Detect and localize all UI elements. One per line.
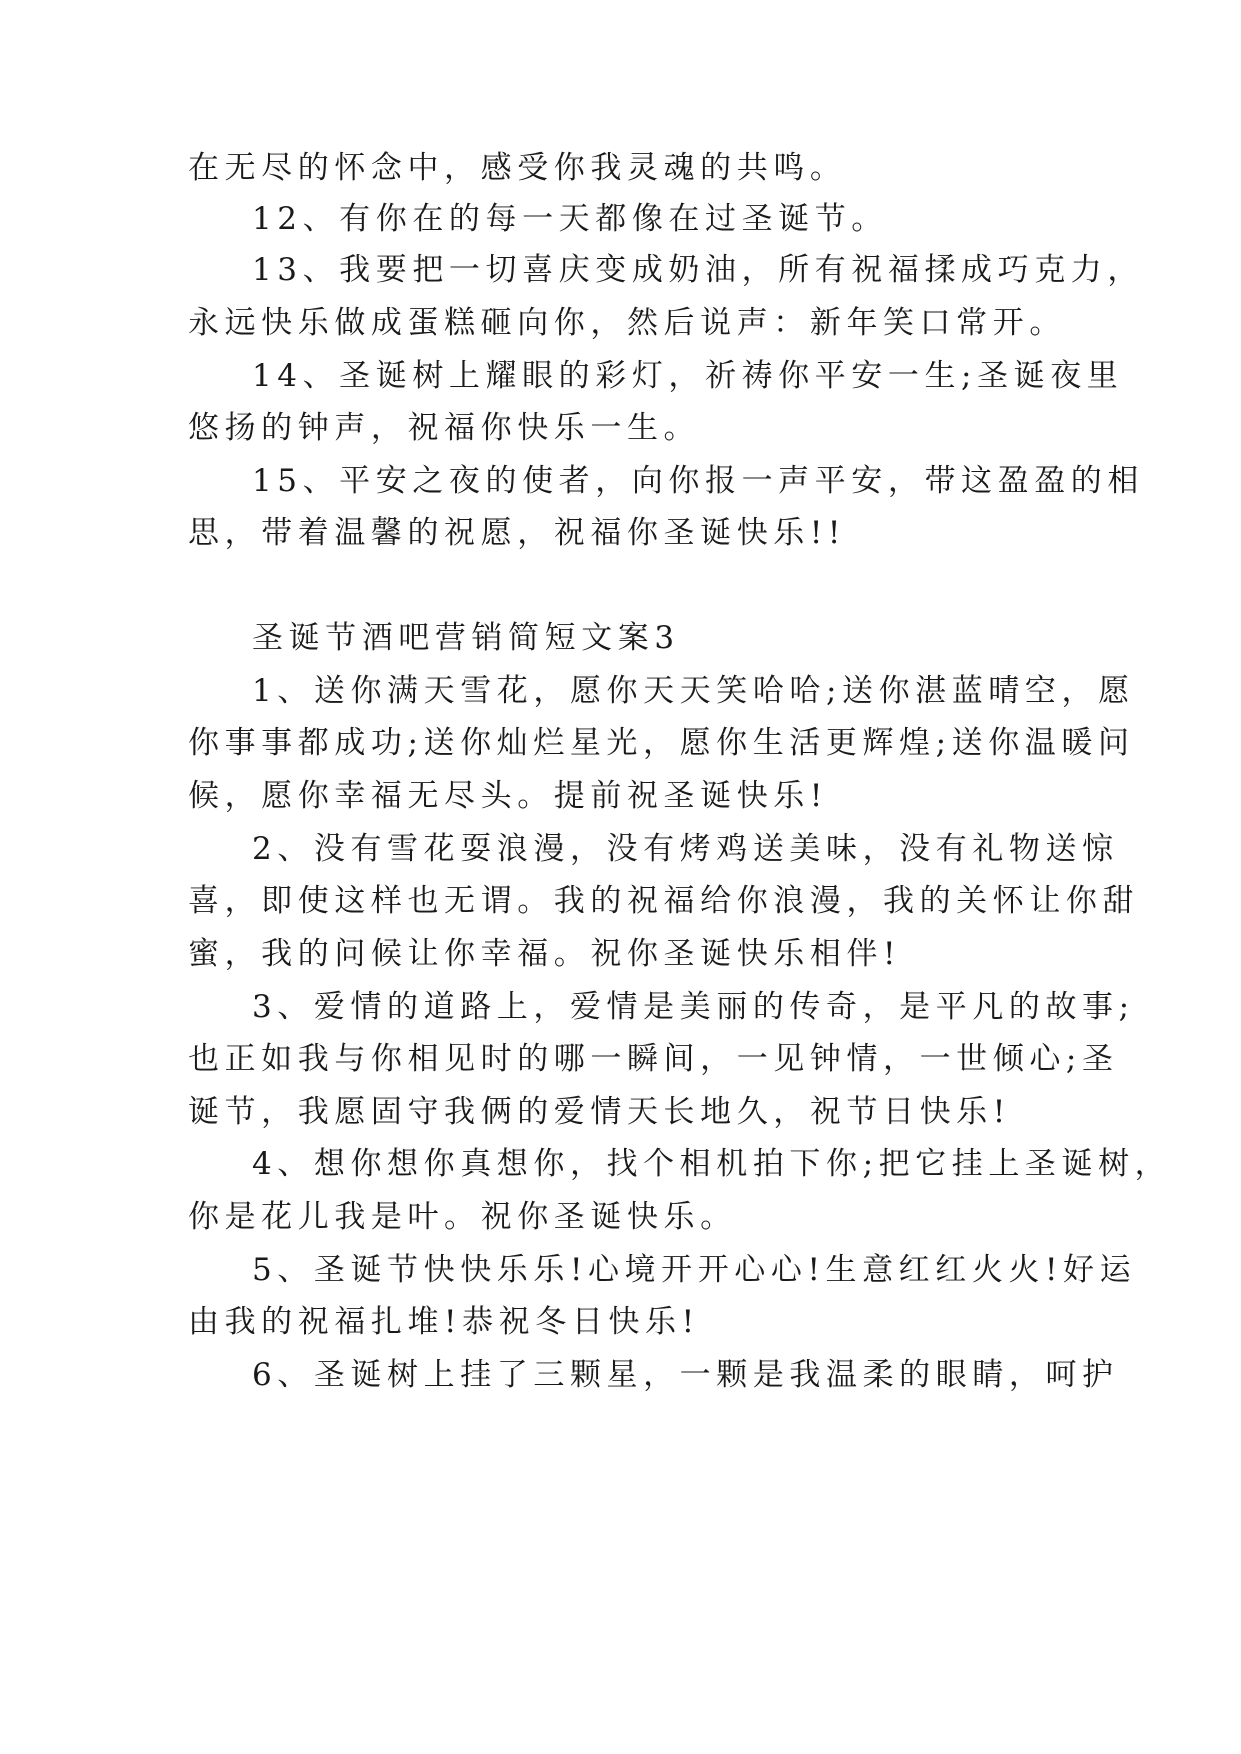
- section-heading: 圣诞节酒吧营销简短文案3: [252, 620, 680, 656]
- item-4-line-1: 4、想你想你真想你，找个相机拍下你;把它挂上圣诞树，: [252, 1146, 1172, 1182]
- item-1-line-3: 候，愿你幸福无尽头。提前祝圣诞快乐!: [188, 778, 828, 814]
- continuation-line: 在无尽的怀念中，感受你我灵魂的共鸣。: [188, 150, 847, 186]
- item-4-line-2: 你是花儿我是叶。祝你圣诞快乐。: [188, 1199, 737, 1235]
- item-3-line-3: 诞节，我愿固守我俩的爱情天长地久，祝节日快乐!: [188, 1094, 1011, 1130]
- item-1-line-2: 你事事都成功;送你灿烂星光，愿你生活更辉煌;送你温暖问: [188, 725, 1135, 761]
- item-3-line-2: 也正如我与你相见时的哪一瞬间，一见钟情，一世倾心;圣: [188, 1041, 1119, 1077]
- item-5-line-2: 由我的祝福扎堆!恭祝冬日快乐!: [188, 1304, 700, 1340]
- item-13-line-2: 永远快乐做成蛋糕砸向你，然后说声：新年笑口常开。: [188, 305, 1066, 341]
- item-2-line-3: 蜜，我的问候让你幸福。祝你圣诞快乐相伴!: [188, 936, 902, 972]
- item-3-line-1: 3、爱情的道路上，爱情是美丽的传奇，是平凡的故事;: [252, 989, 1135, 1025]
- item-15-line-1: 15、平安之夜的使者，向你报一声平安，带这盈盈的相: [252, 463, 1144, 499]
- item-13-line-1: 13、我要把一切喜庆变成奶油，所有祝福揉成巧克力，: [252, 252, 1144, 288]
- item-5-line-1: 5、圣诞节快快乐乐!心境开开心心!生意红红火火!好运: [252, 1252, 1137, 1288]
- item-14-line-2: 悠扬的钟声，祝福你快乐一生。: [188, 410, 701, 446]
- item-14-line-1: 14、圣诞树上耀眼的彩灯，祈祷你平安一生;圣诞夜里: [252, 358, 1124, 394]
- item-6-line-1: 6、圣诞树上挂了三颗星，一颗是我温柔的眼睛，呵护: [252, 1357, 1119, 1393]
- item-2-line-1: 2、没有雪花耍浪漫，没有烤鸡送美味，没有礼物送惊: [252, 831, 1119, 867]
- item-1-line-1: 1、送你满天雪花，愿你天天笑哈哈;送你湛蓝晴空，愿: [252, 673, 1135, 709]
- item-12-line-1: 12、有你在的每一天都像在过圣诞节。: [252, 201, 888, 237]
- item-15-line-2: 思，带着温馨的祝愿，祝福你圣诞快乐!!: [188, 515, 846, 551]
- item-2-line-2: 喜，即使这样也无谓。我的祝福给你浪漫，我的关怀让你甜: [188, 883, 1140, 919]
